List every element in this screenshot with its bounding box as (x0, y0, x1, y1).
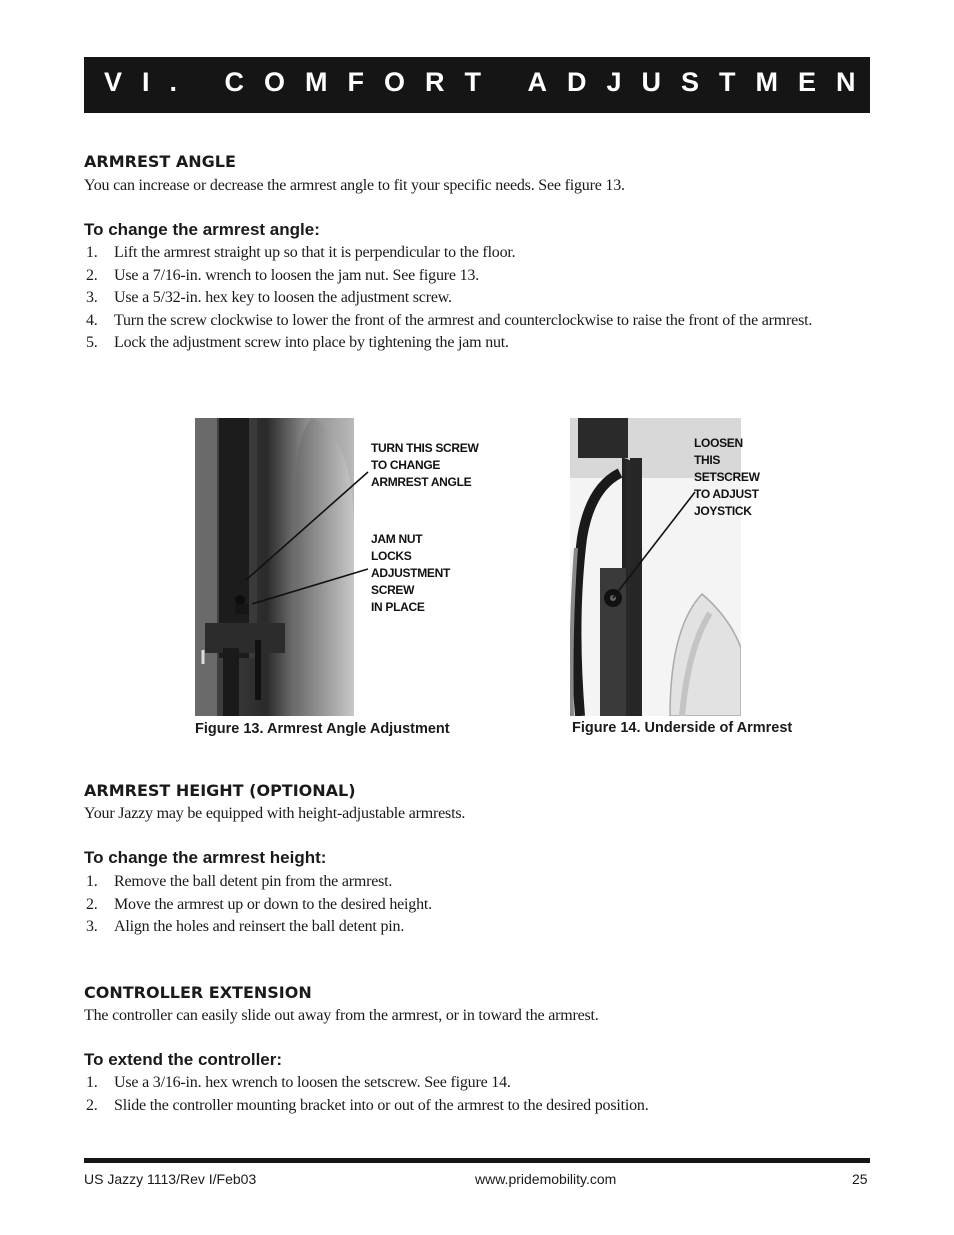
list-item: 3. Use a 5/32-in. hex key to loosen the adjustment screw. (86, 289, 452, 306)
armrest-height-subheading: To change the armrest height: (84, 848, 327, 867)
armrest-angle-heading: ARMREST ANGLE (84, 152, 236, 171)
list-item: 3. Align the holes and reinsert the ball detent pin. (86, 918, 405, 935)
list-item: 1. Use a 3/16-in. hex wrench to loosen the setscrew. See figure 14. (86, 1074, 511, 1091)
list-item: 2. Move the armrest up or down to the desired height. (86, 895, 432, 913)
figure-13-leader-lines (230, 470, 380, 620)
list-item: 5. Lock the adjustment screw into place by tightening the jam nut. (86, 334, 509, 351)
controller-extension-heading: CONTROLLER EXTENSION (84, 983, 312, 1002)
footer-website: www.pridemobility.com (475, 1171, 617, 1187)
controller-extension-intro: The controller can easily slide out away from the armrest, or in toward the armrest. (84, 1007, 599, 1024)
figure-13-callout-jam-nut: JAM NUT LOCKS ADJUSTMENT SCREW IN PLACE (371, 532, 451, 614)
armrest-height-intro: Your Jazzy may be equipped with height-adjustable armrests. (84, 805, 466, 822)
figure-14-leader-line (605, 490, 705, 610)
armrest-angle-subheading: To change the armrest angle: (84, 220, 320, 239)
figure-14-caption: Figure 14. Underside of Armrest (572, 720, 793, 736)
list-item: 1. Lift the armrest straight up so that it is perpendicular to the floor. (86, 244, 516, 261)
armrest-height-heading: ARMREST HEIGHT (OPTIONAL) (84, 781, 356, 800)
figure-14-callout-setscrew: LOOSEN THIS SETSCREW TO ADJUST JOYSTICK (694, 436, 760, 518)
figure-13-caption: Figure 13. Armrest Angle Adjustment (195, 721, 450, 737)
armrest-angle-intro: You can increase or decrease the armrest angle to fit your specific needs. See figure 13. (84, 177, 625, 194)
list-item: 2. Slide the controller mounting bracket into or out of the armrest to the desired position. (86, 1096, 649, 1114)
controller-extension-steps (86, 1072, 874, 1117)
page-number: 25 (852, 1171, 868, 1187)
section-title: VI. COMFORT ADJUSTMENTS (104, 67, 951, 97)
section-banner (84, 57, 951, 113)
list-item: 2. Use a 7/16-in. wrench to loosen the jam nut. See figure 13. (86, 266, 479, 284)
list-item: 1. Remove the ball detent pin from the armrest. (86, 873, 393, 890)
armrest-height-steps (86, 871, 874, 939)
figure-13-callout-screw: TURN THIS SCREW TO CHANGE ARMREST ANGLE (371, 441, 479, 489)
footer-document-id: US Jazzy 1113/Rev I/Feb03 (84, 1171, 257, 1187)
list-item: 4. Turn the screw clockwise to lower the front of the armrest and counterclockwise to raise the front of the armrest. (86, 311, 813, 329)
armrest-angle-steps (86, 242, 874, 355)
controller-extension-subheading: To extend the controller: (84, 1050, 283, 1069)
footer-rule (84, 1158, 870, 1163)
